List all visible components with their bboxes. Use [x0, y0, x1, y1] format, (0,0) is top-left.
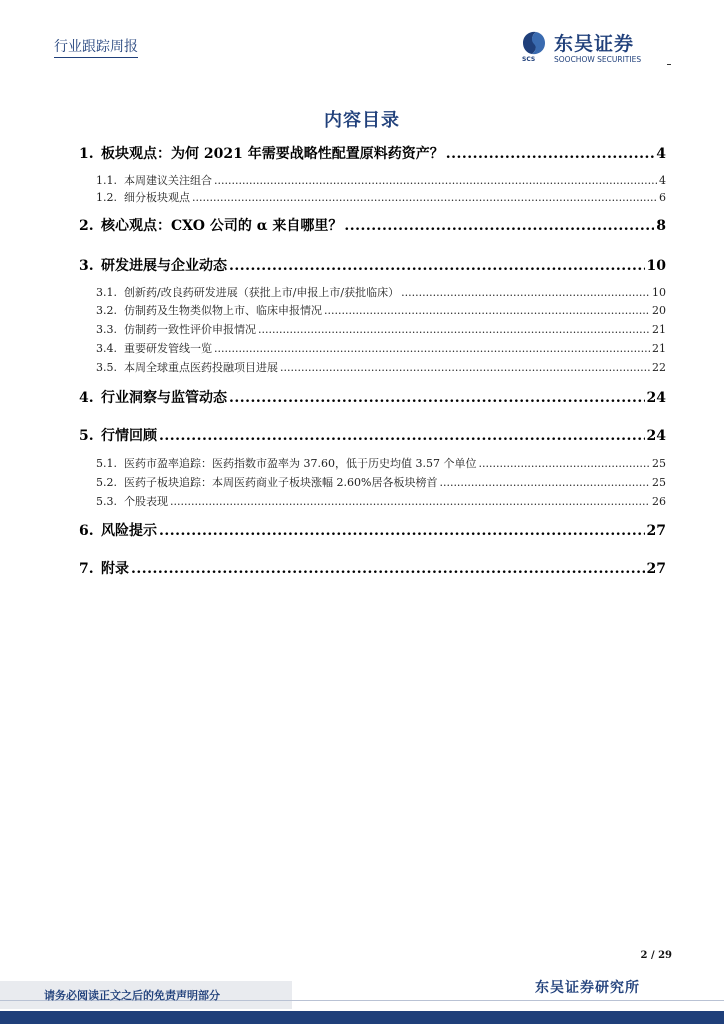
toc-entry-number: 3. [79, 258, 94, 274]
toc-entry[interactable] [79, 558, 666, 578]
toc-leader-dots [344, 218, 654, 234]
footer-institute: 东吴证券研究所 [535, 980, 640, 996]
toc-entry[interactable] [96, 302, 666, 318]
report-type-label: 行业跟踪周报 [54, 36, 138, 58]
toc-entry[interactable] [79, 143, 666, 163]
toc-entry-title: 重要研发管线一览 [124, 342, 212, 355]
toc-entry-number: 5. [79, 428, 94, 444]
toc-entry-title: 板块观点：为何 2021 年需要战略性配置原料药资产？ [101, 146, 444, 162]
toc-leader-dots [280, 361, 650, 374]
toc-entry-number: 3.1. [96, 286, 117, 299]
toc-entry-page: 24 [646, 390, 666, 406]
toc-leader-dots [229, 258, 645, 274]
toc-entry-page: 27 [646, 523, 666, 539]
toc-entry-title: 细分板块观点 [124, 191, 190, 204]
toc-entry[interactable] [96, 284, 666, 300]
toc-entry[interactable] [79, 387, 666, 407]
toc-entry-page: 26 [652, 495, 666, 508]
toc-leader-dots [192, 191, 657, 204]
toc-entry-number: 6. [79, 523, 94, 539]
logo-english-name: SOOCHOW SECURITIES [554, 55, 642, 64]
toc-entry-page: 22 [652, 361, 666, 374]
toc-leader-dots [258, 323, 650, 336]
toc-entry[interactable] [79, 255, 666, 275]
toc-leader-dots [324, 304, 650, 317]
toc-entry[interactable] [96, 340, 666, 356]
toc-leader-dots [439, 476, 650, 489]
toc-entry[interactable] [96, 189, 666, 205]
toc-entry[interactable] [79, 520, 666, 540]
footer-disclaimer: 请务必阅读正文之后的免责声明部分 [44, 989, 220, 1002]
toc-entry-title: 创新药/改良药研发进展（获批上市/申报上市/获批临床） [124, 286, 400, 299]
toc-entry-title: 医药市盈率追踪：医药指数市盈率为 37.60，低于历史均值 3.57 个单位 [124, 457, 477, 470]
toc-leader-dots [159, 428, 645, 444]
toc-entry-number: 5.1. [96, 457, 117, 470]
toc-entry-title: 本周建议关注组合 [124, 174, 212, 187]
header-mark [667, 64, 671, 65]
toc-entry-number: 7. [79, 561, 94, 577]
toc-entry-page: 21 [652, 323, 666, 336]
toc-entry-number: 1.1. [96, 174, 117, 187]
toc-entry-page: 4 [656, 146, 666, 162]
toc-entry-title: 风险提示 [101, 523, 157, 539]
toc-entry-title: 行业洞察与监管动态 [101, 390, 227, 406]
toc-leader-dots [170, 495, 650, 508]
toc-entry-number: 3.5. [96, 361, 117, 374]
toc-entry-page: 21 [652, 342, 666, 355]
toc-entry-number: 5.2. [96, 476, 117, 489]
toc-entry-page: 10 [646, 258, 666, 274]
toc-entry[interactable] [96, 321, 666, 337]
toc-entry-number: 1.2. [96, 191, 117, 204]
toc-entry-title: 核心观点：CXO 公司的 α 来自哪里？ [101, 218, 343, 234]
company-logo [520, 28, 670, 64]
soochow-logo-icon [520, 30, 548, 56]
toc-entry-title: 行情回顾 [101, 428, 157, 444]
toc-entry-number: 5.3. [96, 495, 117, 508]
toc-entry[interactable] [96, 493, 666, 509]
toc-entry-number: 3.3. [96, 323, 117, 336]
toc-leader-dots [214, 342, 650, 355]
toc-entry-page: 4 [659, 174, 666, 187]
toc-entry[interactable] [79, 215, 666, 235]
toc-entry-number: 4. [79, 390, 94, 406]
toc-entry-number: 3.2. [96, 304, 117, 317]
toc-entry-page: 20 [652, 304, 666, 317]
toc-entry-title: 研发进展与企业动态 [101, 258, 227, 274]
toc-entry-number: 2. [79, 218, 94, 234]
toc-entry-number: 1. [79, 146, 94, 162]
toc-entry-title: 本周全球重点医药投融项目进展 [124, 361, 278, 374]
toc-leader-dots [478, 457, 650, 470]
toc-entry[interactable] [96, 455, 666, 471]
toc-entry-title: 医药子板块追踪：本周医药商业子板块涨幅 2.60%居各板块榜首 [124, 476, 438, 489]
toc-entry-title: 仿制药及生物类似物上市、临床申报情况 [124, 304, 322, 317]
toc-entry-page: 25 [652, 476, 666, 489]
toc-leader-dots [159, 523, 645, 539]
toc-entry-title: 个股表现 [124, 495, 168, 508]
toc-leader-dots [229, 390, 645, 406]
page-indicator: 2 / 29 [640, 950, 672, 961]
toc-entry-page: 27 [646, 561, 666, 577]
toc-leader-dots [446, 146, 655, 162]
toc-leader-dots [401, 286, 650, 299]
toc-entry-page: 25 [652, 457, 666, 470]
toc-leader-dots [214, 174, 657, 187]
toc-entry-title: 仿制药一致性评价申报情况 [124, 323, 256, 336]
footer-bar [0, 1011, 724, 1024]
toc-entry-number: 3.4. [96, 342, 117, 355]
toc-entry[interactable] [96, 474, 666, 490]
toc-entry-page: 24 [646, 428, 666, 444]
toc-entry-page: 10 [652, 286, 666, 299]
logo-scs-abbr: SCS [522, 56, 536, 63]
toc-entry[interactable] [96, 359, 666, 375]
toc-entry-title: 附录 [101, 561, 129, 577]
toc-leader-dots [131, 561, 645, 577]
toc-entry-page: 8 [656, 218, 666, 234]
toc-entry[interactable] [79, 425, 666, 445]
toc-entry[interactable] [96, 172, 666, 188]
logo-chinese-name: 东吴证券 [554, 33, 635, 55]
toc-title: 内容目录 [324, 110, 400, 131]
toc-entry-page: 6 [659, 191, 666, 204]
